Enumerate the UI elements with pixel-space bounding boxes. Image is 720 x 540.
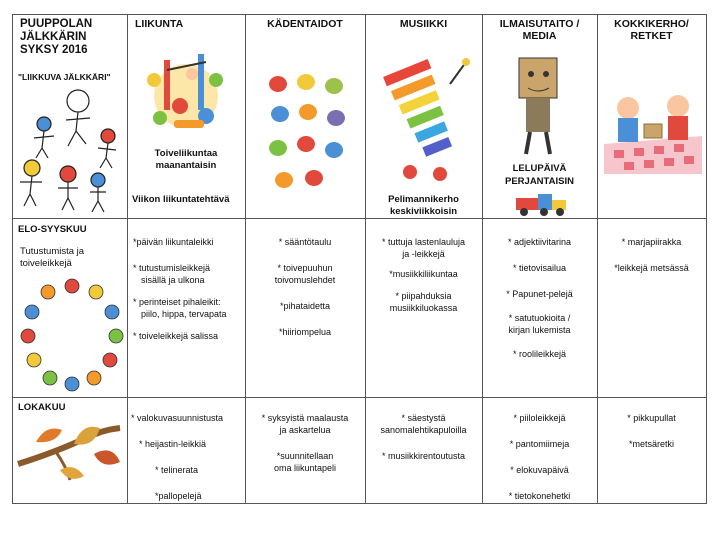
elo-kokki-cell	[597, 236, 706, 274]
column-header-liikunta: LIIKUNTA	[135, 18, 184, 30]
liikunta-note-line-1: Toiveliikuntaa	[154, 148, 218, 159]
elo-liikunta-item: * perinteiset pihaleikit:	[133, 297, 221, 307]
column-header-kokkikerho-line-1: KOKKIKERHO/	[614, 18, 689, 30]
autumn-branch-illustration	[16, 414, 126, 486]
month-label-lokakuu: LOKAKUU	[18, 402, 66, 413]
elo-kadentaidot-item: * toivepuuhun	[277, 263, 333, 273]
page-title	[20, 18, 125, 57]
elo-ilmaisu-cell	[482, 236, 597, 360]
ilmaisu-note-line-1: LELUPÄIVÄ	[512, 163, 567, 174]
elo-musiikki-item: musiikkiluokassa	[389, 303, 458, 313]
loka-liikunta-item: * valokuvasuunnistusta	[131, 413, 224, 423]
month-label-elo-syyskuu: ELO-SYYSKUU	[18, 224, 87, 235]
elo-kadentaidot-item: *hiiriompelua	[278, 327, 332, 337]
handprints-illustration	[262, 64, 352, 204]
page-subtitle: "LIIKKUVA JÄLKKÄRI"	[18, 72, 111, 82]
title-line-2: JÄLKKÄRIN	[20, 31, 87, 43]
elo-ilmaisu-item: * roolileikkejä	[512, 349, 567, 359]
grid-left	[12, 14, 13, 504]
column-header-kokkikerho-line-2: RETKET	[630, 30, 673, 42]
loka-kadentaidot-item: * syksyistä maalausta	[261, 413, 349, 423]
column-header-ilmaisutaito	[482, 18, 597, 42]
activity-calendar	[12, 14, 707, 504]
running-kids-illustration	[16, 86, 126, 216]
elo-liikunta-item: piilo, hippa, tervapata	[141, 309, 227, 319]
musiikki-note-line-2: keskiviikkoisin	[389, 206, 458, 217]
loka-musiikki-item: * musiikkirentoutusta	[381, 451, 466, 461]
xylophone-key	[422, 137, 452, 157]
column-header-musiikki: MUSIIKKI	[399, 18, 448, 30]
elo-ilmaisu-item: * Papunet-pelejä	[506, 289, 573, 299]
loka-liikunta-item: * telinerata	[155, 465, 199, 475]
loka-kadentaidot-item: ja askartelua	[279, 425, 331, 435]
elo-liikunta-item: * tutustumisleikkejä	[133, 263, 211, 273]
musiikki-note-line-1: Pelimannikerho	[388, 194, 459, 205]
elo-kokki-item: *leikkejä metsässä	[614, 263, 689, 273]
column-header-kadentaidot: KÄDENTAIDOT	[267, 18, 343, 30]
loka-ilmaisu-cell	[482, 412, 597, 502]
ilmaisu-note	[482, 162, 597, 188]
elo-liikunta-item: sisällä ja ulkona	[141, 275, 205, 285]
elo-liikunta-item: * toiveleikkejä salissa	[133, 331, 219, 341]
loka-kokki-item: *metsäretki	[628, 439, 674, 449]
loka-musiikki-item: * säestystä	[401, 413, 446, 423]
title-line-3: SYKSY 2016	[20, 44, 88, 56]
elo-musiikki-cell	[365, 236, 482, 314]
loka-liikunta-cell	[131, 412, 245, 502]
elo-liikunta-item: *päivän liikuntaleikki	[133, 237, 214, 247]
xylophone-illustration	[380, 44, 470, 184]
toy-train-icon	[512, 190, 572, 218]
column-header-kokkikerho	[597, 18, 706, 42]
elo-musiikki-item: *musiikkiliikuntaa	[389, 269, 458, 279]
elo-kokki-item: * marjapiirakka	[621, 237, 682, 247]
grid-row-divider-2	[12, 397, 707, 398]
loka-ilmaisu-item: * elokuvapäivä	[510, 465, 569, 475]
loka-ilmaisu-item: * piiloleikkejä	[513, 413, 566, 423]
loka-kadentaidot-item: *suunnitellaan	[276, 451, 334, 461]
loka-kadentaidot-item: oma liikuntapeli	[273, 463, 337, 473]
elo-ilmaisu-item: * adjektiivitarina	[507, 237, 572, 247]
loka-musiikki-item: sanomalehtikapuloilla	[380, 425, 467, 435]
loka-ilmaisu-item: * pantomiimeja	[509, 439, 570, 449]
elo-side-note-line-1: Tutustumista ja	[20, 246, 85, 257]
elo-side-note-line-2: toiveleikkejä	[20, 258, 72, 269]
grid-right	[706, 14, 707, 504]
loka-musiikki-cell	[365, 412, 482, 462]
ilmaisu-note-line-2: PERJANTAISIN	[505, 176, 574, 187]
elo-musiikki-item: * piipahduksia	[395, 291, 452, 301]
liikunta-note-line-2: maanantaisin	[155, 160, 217, 171]
elo-ilmaisu-item: kirjan lukemista	[508, 325, 571, 335]
paper-bag-puppet-illustration	[504, 54, 574, 159]
playground-illustration	[134, 40, 239, 140]
loka-ilmaisu-item: * tietokonehetki	[508, 491, 571, 501]
column-header-ilmaisutaito-line-1: ILMAISUTAITO /	[499, 18, 580, 30]
grid-row-divider-1	[12, 218, 707, 219]
elo-ilmaisu-item: * tietovisailua	[512, 263, 567, 273]
grid-bottom	[12, 503, 707, 504]
liikunta-note	[127, 148, 245, 172]
liikunta-weekly-task: Viikon liikuntatehtävä	[132, 194, 230, 205]
column-header-ilmaisutaito-line-2: MEDIA	[522, 30, 557, 42]
elo-kadentaidot-item: *pihataidetta	[279, 301, 331, 311]
loka-kokki-item: * pikkupullat	[627, 413, 676, 423]
loka-kadentaidot-cell	[245, 412, 365, 474]
grid-top	[12, 14, 707, 15]
title-line-1: PUUPPOLAN	[20, 18, 93, 30]
musiikki-note	[365, 194, 482, 218]
grid-col-1	[127, 14, 128, 504]
children-circle-illustration	[20, 276, 124, 394]
loka-kokki-cell	[597, 412, 706, 450]
loka-liikunta-item: * heijastin-leikkiä	[139, 439, 207, 449]
elo-kadentaidot-item: toivomuslehdet	[274, 275, 336, 285]
loka-liikunta-item: *pallopelejä	[155, 491, 202, 501]
elo-liikunta-cell	[133, 236, 245, 342]
elo-kadentaidot-cell	[245, 236, 365, 338]
elo-musiikki-item: * tuttuja lastenlauluja	[381, 237, 466, 247]
elo-kadentaidot-item: * sääntötaulu	[278, 237, 332, 247]
elo-ilmaisu-item: * satutuokioita /	[508, 313, 571, 323]
elo-musiikki-item: ja -leikkejä	[402, 249, 445, 259]
picnic-illustration	[604, 84, 702, 174]
elo-side-note	[20, 246, 125, 270]
